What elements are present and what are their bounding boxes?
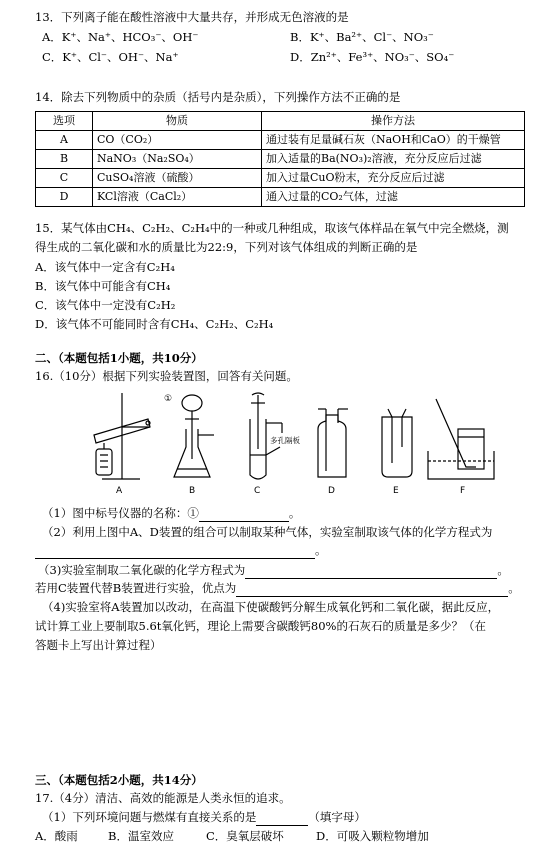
q16-sub4-line3: 答题卡上写出计算过程） [35,638,162,652]
q17-option-d: D．可吸入颗粒物增加 [316,829,429,843]
q17-sub1-end: （填字母） [308,810,366,824]
q16-sub3a-text: （3)实验室制取二氧化碳的化学方程式为 [38,563,246,577]
answer-blank[interactable] [236,584,508,597]
table-header-row [36,112,525,131]
table-row [36,150,525,169]
q17-option-a: A．酸雨 [35,829,78,843]
q16-sub2: （2）利用上图中A、D装置的组合可以制取某种气体，实验室制取该气体的化学方程式为 [42,525,493,539]
q13-option-d: D．Zn²⁺、Fe³⁺、NO₃⁻、SO₄⁻ [290,50,455,64]
q15-stem-line1: 15．某气体由CH₄、C₂H₂、C₂H₄中的一种或几种组成，取该气体样品在氧气中完全燃烧，测 [35,221,509,235]
q16-sub1-end: 。 [288,506,301,520]
q15-option-b: B．该气体中可能含有CH₄ [35,279,171,293]
table-row [36,188,525,207]
q17-option-c: C．臭氧层破坏 [206,829,284,843]
table-cell: 通入过量的CO₂气体，过滤 [262,188,525,207]
table-row [36,169,525,188]
apparatus-f [428,399,494,496]
table-cell: A [36,131,93,150]
q15-option-d: D．该气体不可能同时含有CH₄、C₂H₂、C₂H₄ [35,317,274,331]
table-cell: 加入过量CuO粉末，充分反应后过滤 [262,169,525,188]
label-f: F [460,486,466,496]
q16-stem: 16.（10分）根据下列实验装置图，回答有关问题。 [35,369,298,383]
label-a: A [116,486,123,496]
q16-sub2-end: 。 [315,543,327,557]
table-cell: NaNO₃（Na₂SO₄） [93,150,262,169]
apparatus-d [318,409,348,496]
q16-sub3b-text: 若用C装置代替B装置进行实验，优点为 [35,581,237,595]
q14-table [35,111,525,207]
q15-stem-line2: 得生成的二氧化碳和水的质量比为22:9，下列对该气体组成的判断正确的是 [35,240,418,254]
q15-option-c: C．该气体中一定没有C₂H₂ [35,298,176,312]
q13-stem: 13．下列离子能在酸性溶液中大量共存，并形成无色溶液的是 [35,10,349,24]
apparatus-c [250,393,300,496]
q14-stem: 14．除去下列物质中的杂质（括号内是杂质），下列操作方法不正确的是 [35,90,401,104]
q13-option-a: A．K⁺、Na⁺、HCO₃⁻、OH⁻ [42,30,199,44]
table-cell: C [36,169,93,188]
q16-sub1-text: （1）图中标号仪器的名称：① [42,506,199,520]
table-cell: KCl溶液（CaCl₂） [93,188,262,207]
table-cell: CO（CO₂） [93,131,262,150]
answer-blank[interactable] [35,546,315,559]
answer-blank[interactable] [199,509,289,522]
answer-blank[interactable] [256,813,308,826]
q17-sub1 [42,810,366,826]
apparatus-b [164,394,214,496]
circle-mark: ① [164,394,173,404]
table-header: 物质 [93,112,262,131]
table-cell: 加入适量的Ba(NO₃)₂溶液，充分反应后过滤 [262,150,525,169]
table-row [36,131,525,150]
q16-sub1 [42,506,300,522]
label-e: E [393,486,399,496]
apparatus-figure [82,389,502,497]
table-cell: 通过装有足量碱石灰（NaOH和CaO）的干燥管 [262,131,525,150]
q17-option-b: B．温室效应 [108,829,174,843]
q17-sub1-text: （1）下列环境问题与燃煤有直接关系的是 [42,810,257,824]
table-cell: B [36,150,93,169]
label-d: D [328,486,335,496]
table-header: 操作方法 [262,112,525,131]
answer-blank[interactable] [245,566,497,579]
label-b: B [189,486,196,496]
q16-sub3b-end: 。 [508,581,520,595]
q13-option-c: C．K⁺、Cl⁻、OH⁻、Na⁺ [42,50,179,64]
table-cell: D [36,188,93,207]
q16-sub3a [38,563,509,579]
q16-sub4-line1: （4)实验室将A装置加以改动，在高温下使碳酸钙分解生成氧化钙和二氧化碳，据此反应， [42,600,500,614]
q15-option-a: A．该气体中一定含有C₂H₄ [35,260,175,274]
q16-sub3b [35,581,520,597]
q17-stem: 17.（4分）清洁、高效的能源是人类永恒的追求。 [35,791,291,805]
apparatus-e [382,409,412,496]
label-c: C [254,486,261,496]
table-header: 选项 [36,112,93,131]
q16-sub4-line2: 试计算工业上要制取5.6t氧化钙，理论上需要含碳酸钙80%的石灰石的质量是多少？（在 [35,619,486,633]
table-cell: CuSO₄溶液（硫酸） [93,169,262,188]
section-3-title: 三、（本题包括2小题，共14分） [35,773,203,787]
q13-option-b: B．K⁺、Ba²⁺、Cl⁻、NO₃⁻ [290,30,434,44]
q16-sub2-answer [35,543,327,559]
section-2-title: 二、（本题包括1小题，共10分） [35,351,203,365]
apparatus-a [94,393,150,496]
porous-plate-label: 多孔隔板 [270,436,300,445]
q16-sub3a-end: 。 [497,563,509,577]
